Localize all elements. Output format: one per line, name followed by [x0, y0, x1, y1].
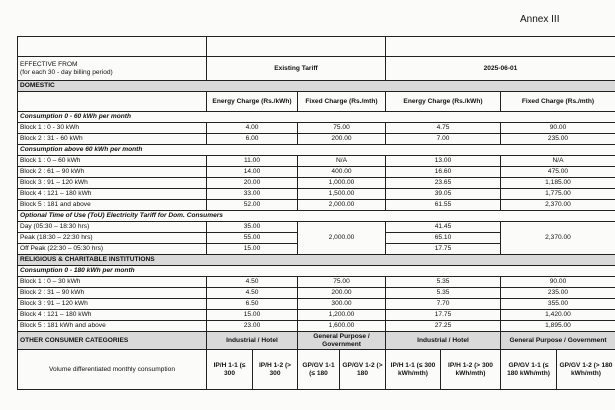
fixed-new: 2,370.00	[501, 200, 615, 211]
energy-existing: 23.00	[207, 321, 298, 332]
energy-new: 17.75	[386, 244, 501, 255]
table-row	[18, 321, 615, 332]
energy-new: 4.75	[386, 123, 501, 134]
energy-new: 16.60	[386, 167, 501, 178]
table-row	[18, 222, 615, 233]
subcol-gpgv-1-1-existing: GP/GV 1-1 (≤ 180	[298, 350, 340, 390]
energy-new: 5.35	[386, 288, 501, 299]
domestic-subheader-above-60: Consumption above 60 kWh per month	[18, 145, 615, 156]
volume-label: Volume differentiated monthly consumption	[18, 350, 207, 390]
table-row	[18, 178, 615, 189]
fixed-new: 1,185.00	[501, 178, 615, 189]
header-blank-new	[386, 37, 615, 57]
other-section-title: OTHER CONSUMER CATEGORIES	[18, 332, 207, 350]
energy-existing: 35.00	[207, 222, 298, 233]
fixed-new: 1,775.00	[501, 189, 615, 200]
row-label: Block 4 : 121 – 180 kWh	[18, 189, 207, 200]
row-label: Block 2 : 31 – 90 kWh	[18, 288, 207, 299]
fixed-existing: 400.00	[298, 167, 386, 178]
row-label: Block 3 : 91 – 120 kWh	[18, 299, 207, 310]
new-tariff-date-header: 2025-06-01	[386, 57, 615, 81]
table-row	[18, 200, 615, 211]
energy-existing: 15.00	[207, 244, 298, 255]
energy-existing: 14.00	[207, 167, 298, 178]
ih-existing-header: Industrial / Hotel	[207, 332, 298, 350]
subcol-gpgv-1-2-existing: GP/GV 1-2 (> 180	[340, 350, 386, 390]
energy-existing: 33.00	[207, 189, 298, 200]
table-row	[18, 310, 615, 321]
table-row	[18, 167, 615, 178]
billing-period-label: (for each 30 - day billing period)	[20, 68, 113, 76]
energy-new: 61.55	[386, 200, 501, 211]
energy-new: 7.70	[386, 299, 501, 310]
energy-existing: 15.00	[207, 310, 298, 321]
fixed-existing: 1,500.00	[298, 189, 386, 200]
fixed-existing: 75.00	[298, 277, 386, 288]
energy-new: 65.10	[386, 233, 501, 244]
row-label: Block 5 : 181 and above	[18, 200, 207, 211]
subcol-iph-1-1-existing: IP/H 1-1 (≤ 300	[207, 350, 253, 390]
table-row	[18, 134, 615, 145]
energy-new: 39.05	[386, 189, 501, 200]
row-label: Block 1 : 0 – 30 kWh	[18, 277, 207, 288]
energy-new: 27.25	[386, 321, 501, 332]
energy-new: 5.35	[386, 277, 501, 288]
effective-from-label: EFFECTIVE FROM	[20, 60, 78, 68]
domestic-header-blank	[18, 92, 207, 112]
fixed-new: 90.00	[501, 277, 615, 288]
fixed-existing: 200.00	[298, 288, 386, 299]
header-blank	[18, 37, 207, 57]
energy-existing: 55.00	[207, 233, 298, 244]
row-label: Block 5 : 181 kWh and above	[18, 321, 207, 332]
energy-new: 17.75	[386, 310, 501, 321]
fixed-new: 1,895.00	[501, 321, 615, 332]
energy-existing: 11.00	[207, 156, 298, 167]
gp-existing-header: General Purpose / Government	[298, 332, 386, 350]
fixed-existing: 200.00	[298, 134, 386, 145]
energy-existing: 4.00	[207, 123, 298, 134]
table-row	[18, 277, 615, 288]
fixed-existing: 1,200.00	[298, 310, 386, 321]
fixed-new: 475.00	[501, 167, 615, 178]
table-row	[18, 189, 615, 200]
energy-new: 13.00	[386, 156, 501, 167]
energy-existing: 52.00	[207, 200, 298, 211]
fixed-existing: N/A	[298, 156, 386, 167]
row-label: Day (05:30 – 18:30 hrs)	[18, 222, 207, 233]
row-label: Block 2 : 31 - 60 kWh	[18, 134, 207, 145]
subcol-gpgv-1-1-new: GP/GV 1-1 (≤ 180 kWh/mth)	[501, 350, 557, 390]
fixed-new: 355.00	[501, 299, 615, 310]
energy-existing: 6.00	[207, 134, 298, 145]
table-row	[18, 299, 615, 310]
effective-from-cell	[18, 57, 207, 81]
subcol-iph-1-2-new: IP/H 1-2 (> 300 kWh/mth)	[441, 350, 501, 390]
religious-subheader: Consumption 0 - 180 kWh per month	[18, 266, 615, 277]
table-row	[18, 123, 615, 134]
table-row	[18, 288, 615, 299]
row-label: Block 1 : 0 – 60 kWh	[18, 156, 207, 167]
row-label: Peak (18:30 – 22:30 hrs)	[18, 233, 207, 244]
subcol-iph-1-1-new: IP/H 1-1 (≤ 300 kWh/mth)	[386, 350, 441, 390]
energy-existing: 20.00	[207, 178, 298, 189]
col-fixed-existing: Fixed Charge (Rs./mth)	[298, 92, 386, 112]
row-label: Block 2 : 61 – 90 kWh	[18, 167, 207, 178]
col-energy-existing: Energy Charge (Rs./kWh)	[207, 92, 298, 112]
col-energy-new: Energy Charge (Rs./kWh)	[386, 92, 501, 112]
energy-new: 23.65	[386, 178, 501, 189]
fixed-existing: 2,000.00	[298, 200, 386, 211]
existing-tariff-header: Existing Tariff	[207, 57, 386, 81]
tou-fixed-new: 2,370.00	[501, 222, 615, 255]
fixed-existing: 75.00	[298, 123, 386, 134]
energy-new: 7.00	[386, 134, 501, 145]
gp-new-header: General Purpose / Government	[501, 332, 615, 350]
energy-existing: 6.50	[207, 299, 298, 310]
row-label: Off Peak (22:30 – 05:30 hrs)	[18, 244, 207, 255]
row-label: Block 4 : 121 – 180 kWh	[18, 310, 207, 321]
fixed-new: 235.00	[501, 134, 615, 145]
header-blank-existing	[207, 37, 386, 57]
energy-new: 41.45	[386, 222, 501, 233]
row-label: Block 1 : 0 - 30 kWh	[18, 123, 207, 134]
tariff-table	[17, 36, 615, 390]
religious-section-title: RELIGIOUS & CHARITABLE INSTITUTIONS	[18, 255, 615, 266]
fixed-new: N/A	[501, 156, 615, 167]
domestic-section-title: DOMESTIC	[18, 81, 615, 92]
fixed-existing: 300.00	[298, 299, 386, 310]
annex-label: Annex III	[520, 14, 560, 25]
subcol-iph-1-2-existing: IP/H 1-2 (> 300	[253, 350, 298, 390]
fixed-existing: 1,000.00	[298, 178, 386, 189]
domestic-subheader-0-60: Consumption 0 - 60 kWh per month	[18, 112, 615, 123]
tou-subheader: Optional Time of Use (ToU) Electricity Tariff for Dom. Consumers	[18, 211, 615, 222]
tou-fixed-existing: 2,000.00	[298, 222, 386, 255]
fixed-new: 235.00	[501, 288, 615, 299]
subcol-gpgv-1-2-new: GP/GV 1-2 (> 180 kWh/mth)	[557, 350, 615, 390]
col-fixed-new: Fixed Charge (Rs./mth)	[501, 92, 615, 112]
energy-existing: 4.50	[207, 288, 298, 299]
fixed-new: 90.00	[501, 123, 615, 134]
row-label: Block 3 : 91 – 120 kWh	[18, 178, 207, 189]
ih-new-header: Industrial / Hotel	[386, 332, 501, 350]
fixed-existing: 1,600.00	[298, 321, 386, 332]
fixed-new: 1,420.00	[501, 310, 615, 321]
table-row	[18, 156, 615, 167]
energy-existing: 4.50	[207, 277, 298, 288]
